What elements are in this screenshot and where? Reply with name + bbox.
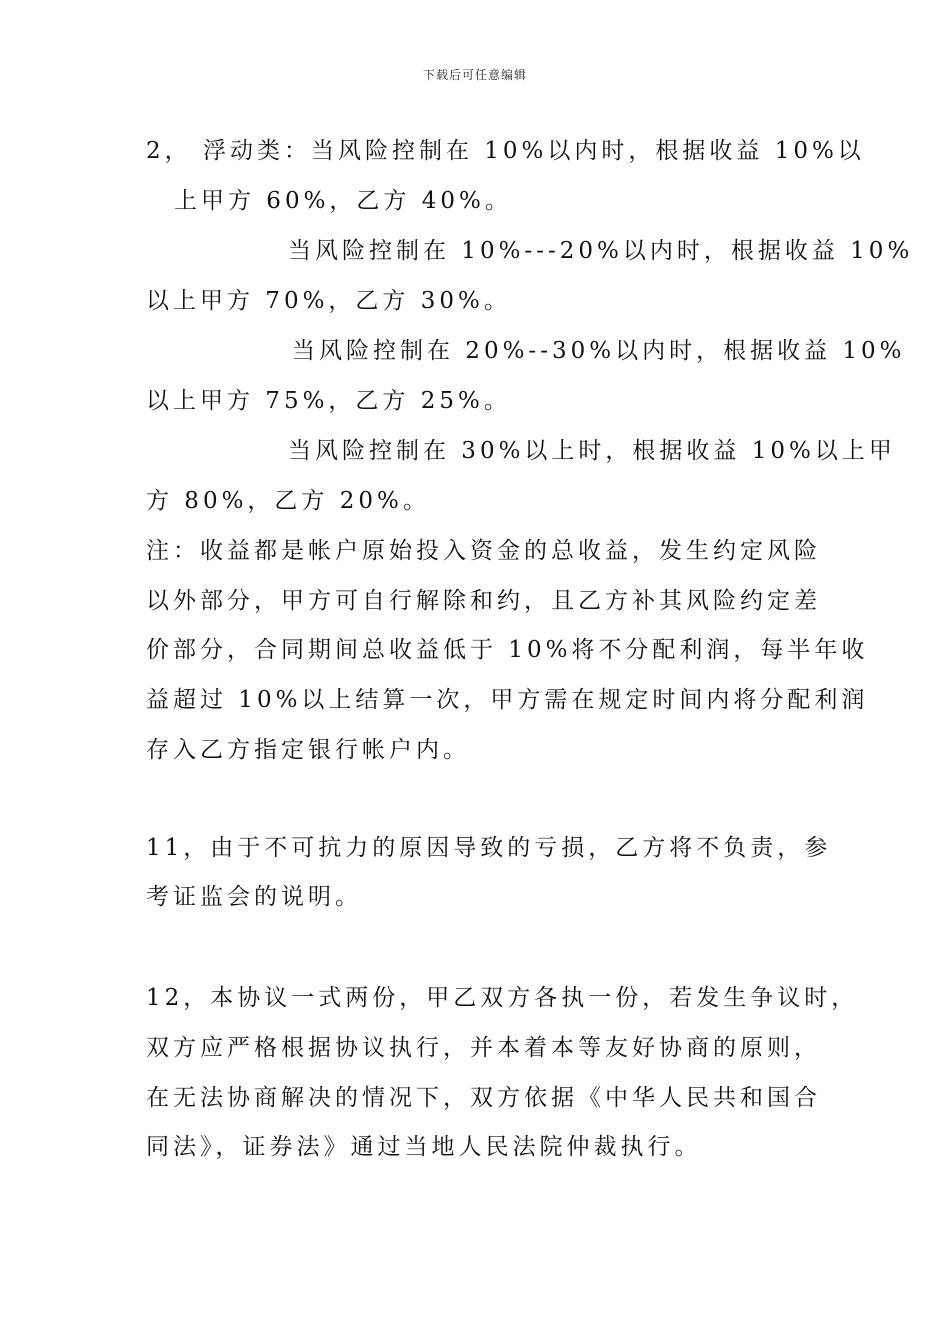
text-line: 以上甲方 75%，乙方 25%。 <box>146 388 511 414</box>
text-line: 上甲方 60%，乙方 40%。 <box>174 188 512 214</box>
text-line: 当风险控制在 10%---20%以内时，根据收益 10% <box>288 238 914 264</box>
text-line: 以外部分，甲方可自行解除和约，且乙方补其风险约定差 <box>146 588 821 614</box>
text-line: 益超过 10%以上结算一次，甲方需在规定时间内将分配利润 <box>146 687 869 713</box>
text-line: 当风险控制在 20%--30%以内时，根据收益 10% <box>292 338 906 364</box>
text-line: 在无法协商解决的情况下，双方依据《中华人民共和国合 <box>146 1085 821 1111</box>
text-line: 2， 浮动类：当风险控制在 10%以内时，根据收益 10%以 <box>146 138 865 164</box>
text-line: 价部分，合同期间总收益低于 10%将不分配利润，每半年收 <box>146 637 869 663</box>
page-header: 下载后可任意编辑 <box>422 68 527 82</box>
text-line: 双方应严格根据协议执行，并本着本等友好协商的原则， <box>146 1035 821 1061</box>
text-line: 同法》，证券法》通过当地人民法院仲裁执行。 <box>146 1134 702 1160</box>
text-line: 注：收益都是帐户原始投入资金的总收益，发生约定风险 <box>146 538 821 564</box>
text-line: 考证监会的说明。 <box>146 884 362 910</box>
text-line: 方 80%，乙方 20%。 <box>146 488 430 514</box>
text-line: 11，由于不可抗力的原因导致的亏损，乙方将不负责，参 <box>146 835 832 861</box>
text-line: 12，本协议一式两份，甲乙双方各执一份，若发生争议时， <box>146 985 859 1011</box>
text-line: 存入乙方指定银行帐户内。 <box>146 737 470 763</box>
text-line: 以上甲方 70%，乙方 30%。 <box>146 288 511 314</box>
text-line: 当风险控制在 30%以上时，根据收益 10%以上甲 <box>288 438 896 464</box>
